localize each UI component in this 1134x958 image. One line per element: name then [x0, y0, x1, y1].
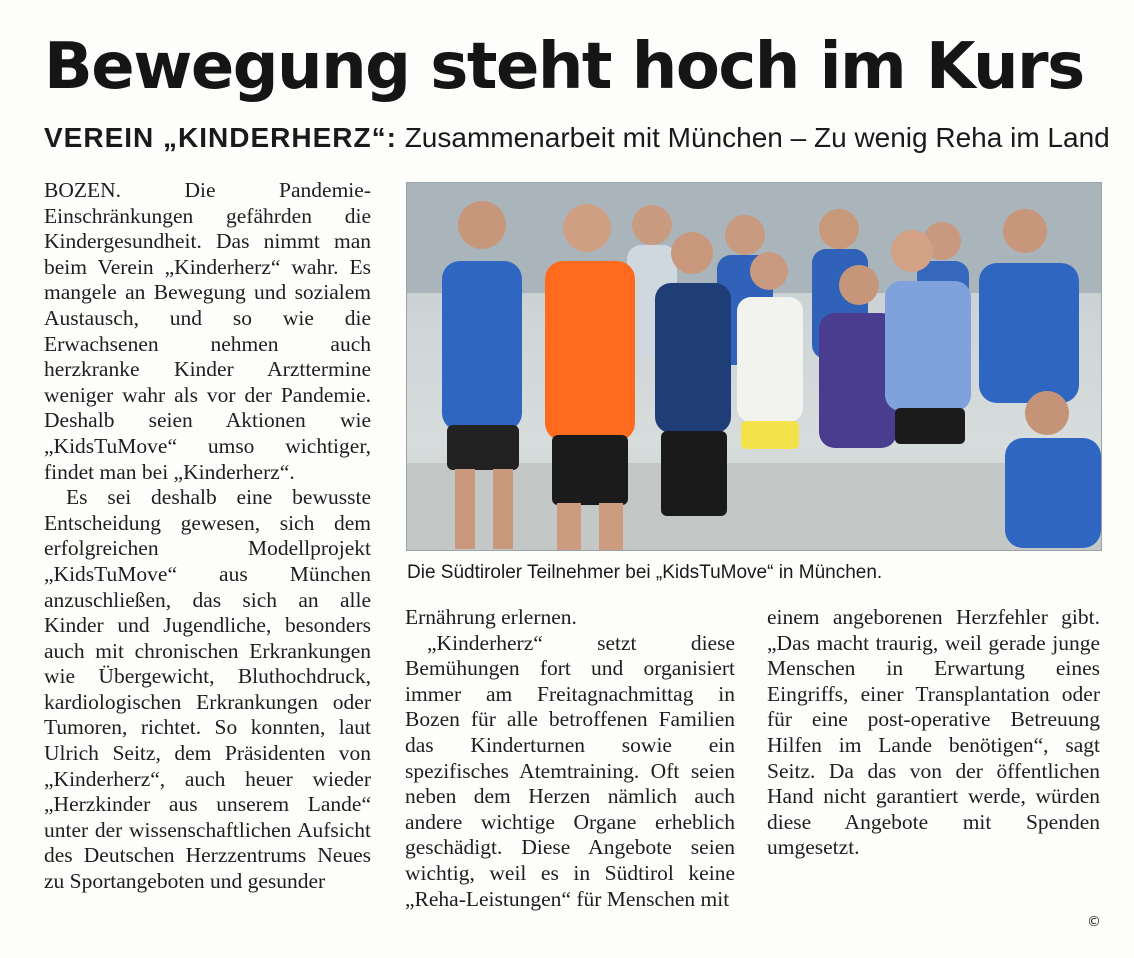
end-mark: © — [1087, 914, 1101, 930]
group-photo — [406, 182, 1102, 551]
kicker: VEREIN „KINDERHERZ“: — [44, 122, 397, 153]
subheadline — [44, 118, 1114, 158]
paragraph-2-continued: Ernährung erlernen. — [405, 605, 577, 629]
column-2 — [405, 605, 735, 912]
column-1 — [44, 178, 371, 895]
headline: Bewegung steht hoch im Kurs — [44, 30, 1084, 104]
photo-caption: Die Südtiroler Teilnehmer bei „KidsTuMove“ in München. — [407, 562, 883, 583]
paragraph-3-start: „Kinderherz“ setzt diese Bemühungen fort und organisiert immer am Freitagnachmittag in Bozen für alle betroffenen Familien das Kinderturnen sowie ein spezifisches Atemtraining. Oft seien neben dem Herzen nämlich auch andere wichtige Organe erheblich geschädigt. Diese Angebote seien wichtig, weil es in Südtirol keine „Reha-Leistungen“ für Menschen mit — [405, 630, 735, 911]
paragraph-1: BOZEN. Die Pandemie-Einschränkungen gefährden die Kindergesundheit. Das nimmt man beim Verein „Kinderherz“ wahr. Es mangele an Bewegung und sozialem Austausch, und so wie die Erwachsenen nehmen auch herzkranke Kinder Arzttermine weniger wahr als vor der Pandemie. Deshalb seien Aktionen wie „KidsTuMove“ umso wichtiger, findet man bei „Kinderherz“. — [44, 178, 371, 484]
paragraph-2: Es sei deshalb eine bewusste Entscheidung gewesen, sich dem erfolgreichen Modellprojekt „KidsTuMove“ aus München anzuschließen, das sich an alle Kinder und Jugendliche, besonders auch mit chronischen Erkrankungen wie Übergewicht, Bluthochdruck, kardiologischen Erkrankungen oder Tumoren, richtet. So konnten, laut Ulrich Seitz, dem Präsidenten von „Kinderherz“, auch heuer wieder „Herzkinder aus unserem Lande“ unter der wissenschaftlichen Aufsicht des Deutschen Herzzentrums Neues zu Sportangeboten und gesunder — [44, 485, 371, 894]
column-3 — [767, 605, 1100, 861]
paragraph-3: einem angeborenen Herzfehler gibt. „Das macht traurig, weil gerade junge Menschen in Erwartung eines Eingriffs, einer Transplantation oder für eine post-operative Betreuung Hilfen im Lande benötigen“, sagt Seitz. Da das von der öffentlichen Hand nicht garantiert werde, würden diese Angebote mit Spenden umgesetzt. — [767, 605, 1100, 860]
subheadline-text: Zusammenarbeit mit München – Zu wenig Reha im Land — [404, 122, 1110, 153]
group-photo-illustration — [407, 183, 1102, 551]
